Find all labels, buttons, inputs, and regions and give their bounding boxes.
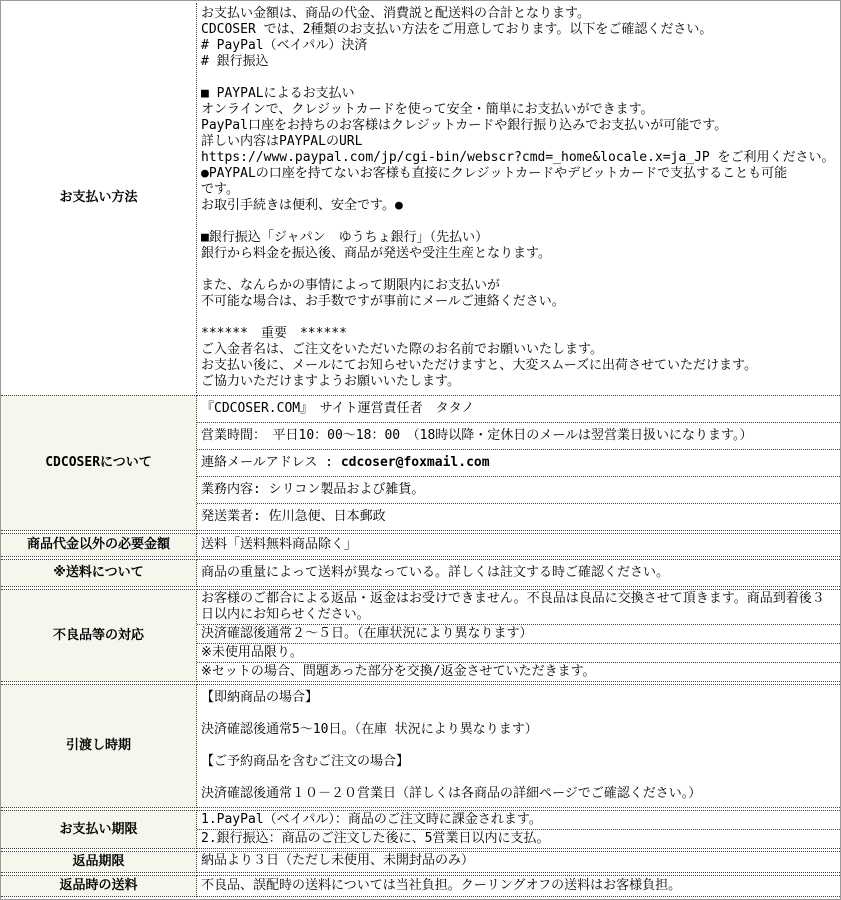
paypal-deadline-text: 1.PayPal（ベイパル）：商品のご注文時に課金されます。	[201, 812, 542, 827]
policy-row-return-deadline	[1, 851, 840, 873]
content-delivery-time	[197, 684, 840, 808]
header-payment-deadline	[1, 810, 197, 849]
important-note-heading: ****** 重要 ******	[201, 326, 347, 341]
header-extra-fees	[1, 533, 197, 557]
site-operator-text: 『CDCOSER.COM』 サイト運営責任者 タタノ	[201, 401, 475, 416]
policy-row-payment-method	[1, 3, 840, 393]
unused-only-text: ※未使用品限り。	[197, 643, 840, 662]
paypal-url-text: https://www.paypal.com/jp/cgi-bin/webscr?cmd=_home&locale.x=ja_JP をご利用ください。	[201, 150, 835, 165]
text-line: お支払い金額は、商品の代金、消費説と配送料の合計となります。	[201, 6, 590, 21]
text-line: ご協力いただけますようお願いいたします。	[201, 374, 460, 389]
contact-email-row	[197, 449, 840, 476]
row-header-label: 不良品等の対応	[52, 627, 144, 643]
blank-line	[201, 706, 836, 722]
content-return-deadline	[197, 851, 840, 873]
text-line: PayPal口座をお持ちのお客様はクレジットカードや銀行振り込みでお支払いが可能です。	[201, 118, 728, 133]
policy-row-defect-policy	[1, 589, 840, 682]
content-return-shipping	[197, 875, 840, 897]
text-line: また、なんらかの事情によって期限内にお支払いが	[201, 278, 501, 293]
row-header-label: 商品代金以外の必要金額	[26, 537, 170, 552]
content-defect-policy	[197, 589, 840, 682]
text-line: です。	[201, 182, 239, 197]
header-return-deadline	[1, 851, 197, 873]
policy-row-extra-fees	[1, 533, 840, 557]
return-shipping-text: 不良品、誤配時の送料については当社負担。クーリングオフの送料はお客様負担。	[201, 878, 682, 893]
content-about-cdcoser	[197, 395, 840, 531]
policy-row-payment-deadline	[1, 810, 840, 849]
policy-row-about-cdcoser	[1, 395, 840, 531]
contact-email-label: 連絡メールアドレス :	[201, 455, 341, 470]
in-stock-delivery-text: 決済確認後通常5～10日。（在庫 状況により異なります）	[201, 722, 538, 737]
row-header-label: 返品時の送料	[59, 878, 138, 893]
business-description-text: 業務内容: シリコン製品および雑貨。	[197, 476, 840, 503]
blank-line	[201, 214, 836, 230]
bank-transfer-deadline-text: 2.銀行振込：商品のご注文した後に、5営業日以内に支払。	[197, 829, 840, 848]
text-line: 不可能な場合は、お手数ですが事前にメールご連絡ください。	[201, 294, 565, 309]
text-line: # PayPal（ベイパル）決済	[201, 38, 368, 53]
return-deadline-text: 納品より３日（ただし未使用、未開封品のみ）	[201, 853, 475, 868]
text-line: CDCOSER では、2種類のお支払い方法をご用意しております。以下をご確認ください。	[201, 22, 713, 37]
row-header-label: 返品期限	[72, 854, 125, 869]
content-payment-method	[197, 3, 840, 393]
blank-line	[201, 770, 836, 786]
set-exchange-text: ※セットの場合、問題あった部分を交換/返金させていただきます。	[197, 662, 840, 681]
row-header-label: ※送料について	[53, 565, 144, 580]
text-line: 銀行から料金を振込後、商品が発送や受注生産となります。	[201, 246, 551, 261]
row-header-label: CDCOSERについて	[45, 455, 152, 470]
shipping-carriers-text: 発送業者: 佐川急便、日本郵政	[197, 503, 840, 530]
header-delivery-time	[1, 684, 197, 808]
text-line: お支払い後に、メールにてお知らせいただけますと、大変スムーズに出荷させていただけます。	[201, 358, 758, 373]
row-header-label: 引渡し時期	[65, 738, 131, 753]
shipping-note-text: 商品の重量によって送料が異なっている。詳しくは註文する時ご確認ください。	[201, 565, 670, 580]
preorder-case-heading: 【ご予約商品を含むご注文の場合】	[201, 754, 410, 769]
content-shipping-note	[197, 559, 840, 587]
policy-row-shipping-note	[1, 559, 840, 587]
header-return-shipping	[1, 875, 197, 897]
shipping-fee-text: 送料「送料無料商品除く」	[201, 537, 358, 552]
in-stock-case-heading: 【即納商品の場合】	[201, 690, 319, 705]
blank-line	[201, 738, 836, 754]
text-line: ■銀行振込「ジャパン ゆうちょ銀行」（先払い）	[201, 230, 489, 245]
blank-line	[201, 262, 836, 278]
text-line: オンラインで、クレジットカードを使って安全・簡単にお支払いができます。	[201, 102, 654, 117]
text-line: ■ PAYPALによるお支払い	[201, 86, 355, 101]
header-about-cdcoser	[1, 395, 197, 531]
text-line: ご入金者名は、ご注文をいただいた際のお名前でお願いいたします。	[201, 342, 603, 357]
content-extra-fees	[197, 533, 840, 557]
header-defect-policy	[1, 589, 197, 682]
row-header-label: お支払い方法	[59, 190, 138, 205]
text-line: ●PAYPALの口座を持てないお客様も直接にクレジットカードやデビットカードで支払することも可能	[201, 166, 788, 181]
text-line: 詳しい内容はPAYPALのURL	[201, 134, 363, 149]
header-shipping-note	[1, 559, 197, 587]
blank-line	[201, 70, 836, 86]
policy-row-delivery-time	[1, 684, 840, 808]
header-payment-method	[1, 3, 197, 393]
blank-line	[201, 310, 836, 326]
preorder-delivery-text: 決済確認後通常１０－２０営業日（詳しくは各商品の詳細ページでご確認ください。）	[201, 786, 702, 801]
content-payment-deadline	[197, 810, 840, 849]
policy-row-return-shipping	[1, 875, 840, 897]
business-hours-text: 営業時間： 平日10：00～18：00 （18時以降・定休日のメールは翌営業日扱いになります。）	[197, 422, 840, 449]
row-header-label: お支払い期限	[59, 821, 138, 837]
exchange-time-text: 決済確認後通常２～５日。（在庫状況により異なります）	[197, 624, 840, 643]
contact-email: cdcoser@foxmail.com	[340, 455, 490, 470]
return-policy-text: お客様のご都合による返品・返金はお受けできません。不良品は良品に交換させて頂きます。商品到着後３日以内にお知らせください。	[201, 591, 825, 622]
text-line: # 銀行振込	[201, 54, 269, 69]
text-line: お取引手続きは便利、安全です。●	[201, 198, 403, 213]
